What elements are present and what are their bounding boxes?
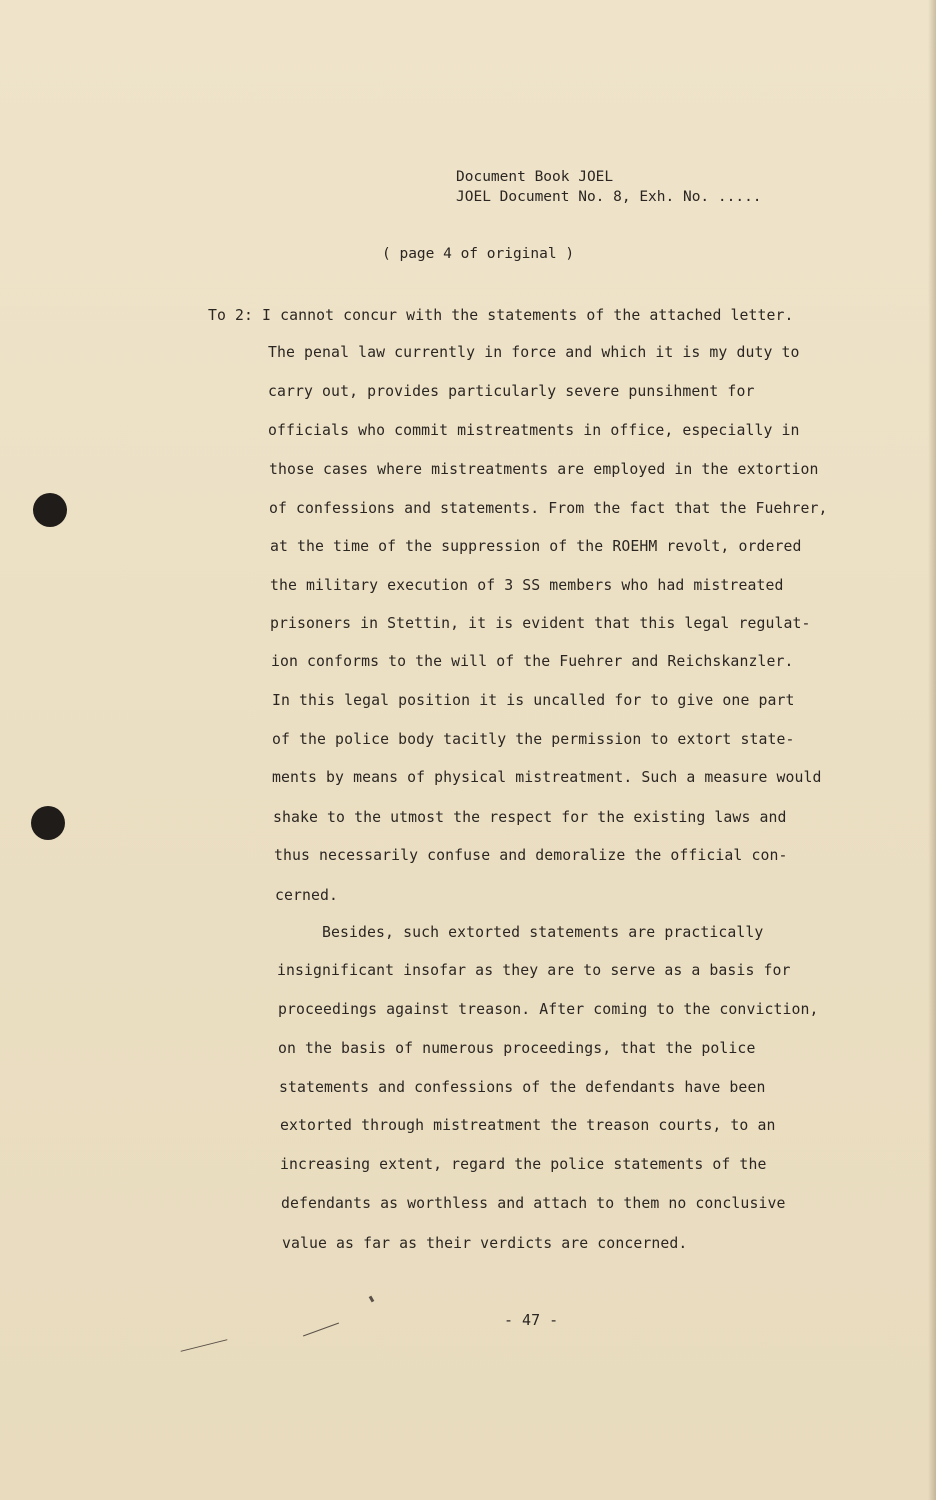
body-line: increasing extent, regard the police statements of the	[280, 1156, 767, 1173]
document-header	[456, 167, 762, 207]
body-line: In this legal position it is uncalled for to give one part	[272, 692, 795, 709]
body-line: ments by means of physical mistreatment. Such a measure would	[272, 769, 822, 786]
body-line: cerned.	[275, 887, 339, 904]
body-line: of confessions and statements. From the fact that the Fuehrer,	[269, 500, 828, 517]
body-line: carry out, provides particularly severe punsihment for	[268, 383, 755, 400]
original-page-reference: ( page 4 of original )	[382, 246, 575, 262]
body-line: ion conforms to the will of the Fuehrer and Reichskanzler.	[271, 653, 794, 670]
body-line: Besides, such extorted statements are practically	[322, 924, 764, 941]
body-line: prisoners in Stettin, it is evident that this legal regulat-	[270, 615, 811, 632]
body-line: The penal law currently in force and which it is my duty to	[268, 344, 800, 361]
body-line: the military execution of 3 SS members who had mistreated	[270, 577, 784, 594]
paper-edge-shadow	[928, 0, 936, 1500]
body-line: value as far as their verdicts are concerned.	[282, 1235, 688, 1252]
body-line: defendants as worthless and attach to them no conclusive	[281, 1195, 786, 1212]
header-book-title: Document Book JOEL	[456, 169, 614, 185]
body-line: thus necessarily confuse and demoralize the official con-	[274, 847, 788, 864]
body-line: statements and confessions of the defendants have been	[279, 1079, 766, 1096]
pencil-mark	[369, 1296, 375, 1303]
body-line: on the basis of numerous proceedings, that the police	[278, 1040, 756, 1057]
page-number: - 47 -	[504, 1311, 559, 1329]
pencil-mark	[303, 1323, 339, 1337]
punch-hole-top	[33, 493, 67, 527]
header-document-number: JOEL Document No. 8, Exh. No. .....	[456, 189, 762, 205]
body-line: at the time of the suppression of the ROEHM revolt, ordered	[270, 538, 802, 555]
body-line: of the police body tacitly the permission to extort state-	[272, 731, 795, 748]
pencil-mark	[181, 1339, 228, 1352]
body-line: officials who commit mistreatments in office, especially in	[268, 422, 800, 439]
body-line: insignificant insofar as they are to serve as a basis for	[277, 962, 791, 979]
punch-hole-bottom	[31, 806, 65, 840]
body-line: proceedings against treason. After coming to the conviction,	[278, 1001, 819, 1018]
body-line: To 2: I cannot concur with the statements of the attached letter.	[208, 307, 794, 324]
body-line: extorted through mistreatment the treason courts, to an	[280, 1117, 776, 1134]
body-line: shake to the utmost the respect for the existing laws and	[273, 809, 787, 826]
body-line: those cases where mistreatments are employed in the extortion	[269, 461, 819, 478]
